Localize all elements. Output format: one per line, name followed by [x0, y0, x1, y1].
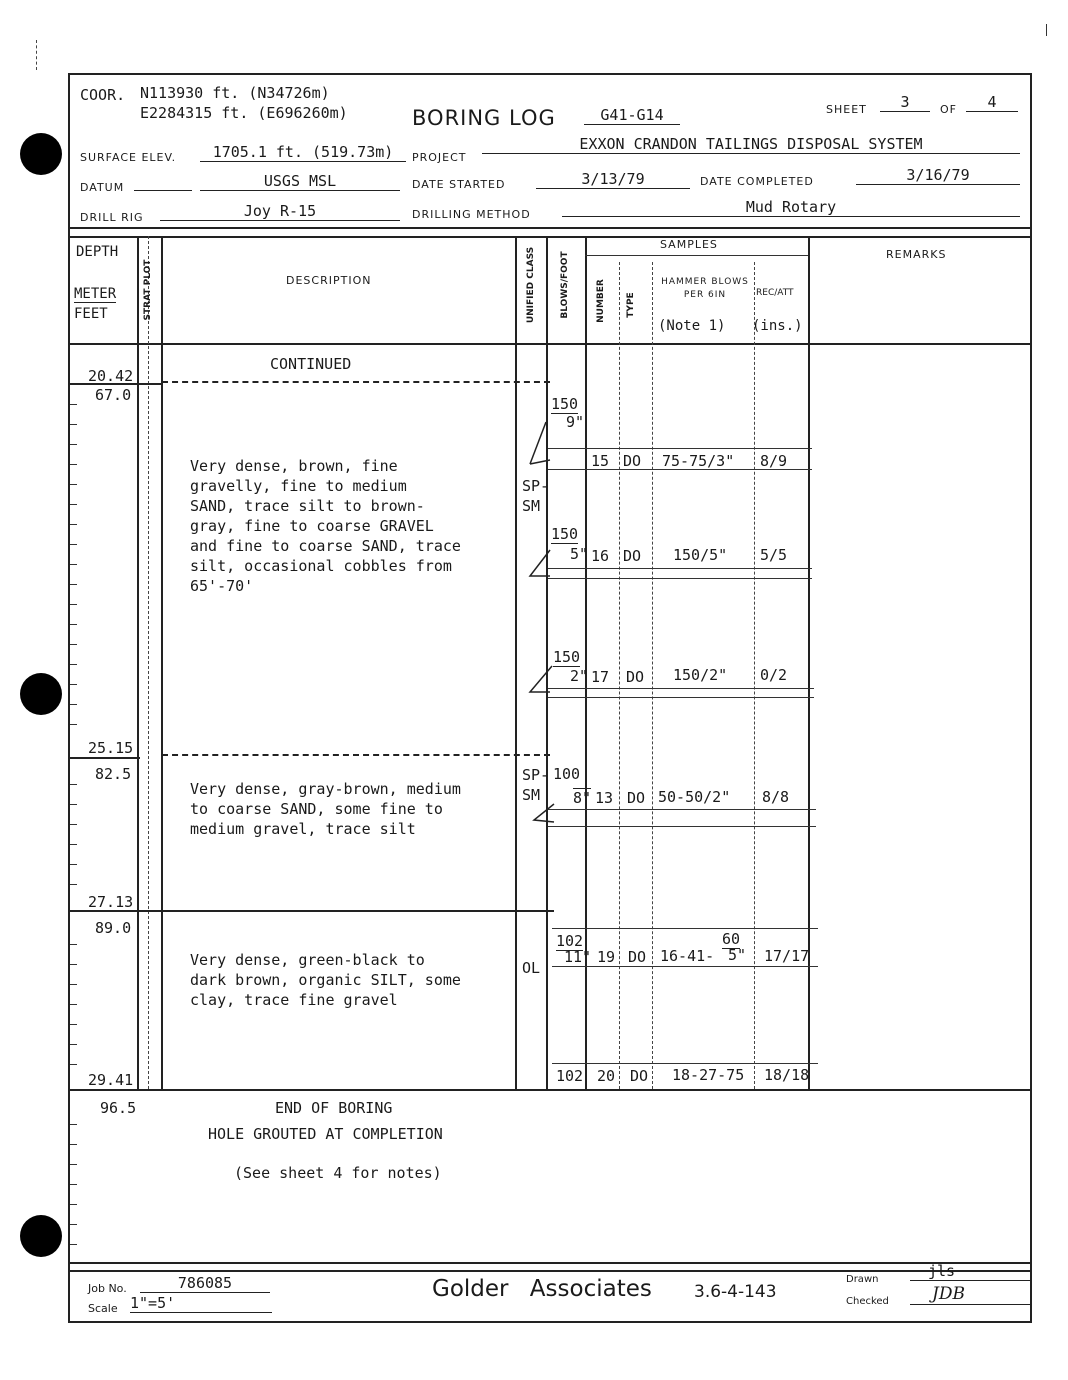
hammer-note-header: (Note 1)	[658, 318, 726, 334]
see-sheet-note: (See sheet 4 for notes)	[234, 1164, 442, 1182]
checked-label: Checked	[846, 1296, 889, 1307]
continued-label: CONTINUED	[270, 355, 352, 373]
sample-20-rec: 18/18	[764, 1066, 810, 1084]
drawn-label: Drawn	[846, 1274, 879, 1285]
sample-13-blows-bottom: 8"	[573, 789, 592, 807]
meter-header: METER	[74, 286, 117, 302]
blows-foot-header: BLOWS/FOOT	[560, 251, 570, 319]
job-no-label: Job No.	[88, 1282, 127, 1295]
rec-col-left	[754, 262, 755, 1089]
job-no-value: 786085	[140, 1274, 270, 1293]
coor-east: E2284315 ft. (E696260m)	[140, 104, 348, 122]
desc-col-left	[161, 236, 163, 1089]
remarks-header: REMARKS	[886, 248, 947, 261]
sampler-arrow-13	[528, 800, 558, 830]
scan-edge-mark	[36, 40, 37, 70]
depth-meter-2: 25.15	[88, 739, 134, 757]
header-divider	[68, 227, 1032, 229]
type-col-left	[619, 262, 620, 1089]
sample-15-rec: 8/9	[760, 452, 788, 470]
sheet-total: 4	[966, 93, 1018, 112]
coor-label: COOR.	[80, 86, 126, 104]
document-code: 3.6-4-143	[694, 1282, 777, 1302]
sample-20-hammer: 18-27-75	[672, 1066, 745, 1084]
sample-19-hammer-sup: 60	[722, 930, 741, 948]
sample-20-blows-top: 102	[556, 1067, 584, 1085]
strat-plot-header: STRAT PLOT	[143, 259, 153, 321]
project-value: EXXON CRANDON TAILINGS DISPOSAL SYSTEM	[482, 135, 1020, 154]
depth-feet-3: 89.0	[95, 919, 132, 937]
strat-col-left	[137, 236, 139, 1089]
sample-19-type: DO	[628, 948, 647, 966]
depth-meter-4: 29.41	[88, 1071, 134, 1089]
datum-label: DATUM	[80, 181, 125, 194]
sample-17-blows-bottom: 2"	[570, 667, 589, 685]
depth-header: DEPTH	[76, 244, 119, 260]
page-title: BORING LOG	[412, 106, 556, 130]
footer-divider	[68, 1262, 1032, 1264]
feet-header: FEET	[74, 306, 108, 322]
layer-3-description: Very dense, green-black to dark brown, organic SILT, some clay, trace fine gravel	[190, 951, 461, 1009]
rec-att-header: REC/ATT	[756, 288, 794, 298]
sample-16-rec: 5/5	[760, 546, 788, 564]
company-name: Golder Associates	[432, 1276, 652, 1302]
boring-id: G41-G14	[584, 106, 680, 125]
class-col-left	[515, 236, 517, 1089]
layer-2-class: SP- SM	[522, 766, 550, 804]
drilling-method-label: DRILLING METHOD	[412, 208, 531, 221]
hammer-blows-header: HAMMER BLOWS PER 6IN	[661, 277, 749, 300]
sample-15-type: DO	[623, 452, 642, 470]
coor-north: N113930 ft. (N34726m)	[140, 84, 330, 102]
layer-boundary-3	[70, 910, 554, 912]
sample-16-blows-top: 150	[551, 525, 579, 543]
strat-col-mid	[148, 236, 149, 1089]
drill-rig-label: DRILL RIG	[80, 211, 144, 224]
depth-feet-1: 67.0	[95, 386, 132, 404]
sample-20-number: 20	[597, 1067, 616, 1085]
sample-19-number: 19	[597, 948, 616, 966]
checked-value: JDB	[910, 1284, 1030, 1305]
date-started-label: DATE STARTED	[412, 178, 506, 191]
datum-value: USGS MSL	[200, 172, 400, 191]
sampler-arrows	[520, 420, 560, 720]
end-of-boring: END OF BORING	[275, 1099, 393, 1117]
sample-16-blows-bottom: 5"	[570, 545, 589, 563]
drilling-method-value: Mud Rotary	[562, 198, 1020, 217]
description-header: DESCRIPTION	[286, 274, 372, 287]
sample-13-blows-top: 100	[553, 765, 581, 783]
sample-13-number: 13	[595, 789, 614, 807]
type-header: TYPE	[626, 292, 636, 318]
binder-hole-bottom	[20, 1215, 62, 1257]
column-header-bottom	[68, 343, 1032, 345]
date-completed-label: DATE COMPLETED	[700, 175, 814, 188]
sample-17-rec: 0/2	[760, 666, 788, 684]
sample-16-type: DO	[623, 547, 642, 565]
sheet-label: SHEET	[826, 103, 867, 116]
sample-17-type: DO	[626, 668, 645, 686]
sample-15-blows-bottom: 9"	[566, 413, 585, 431]
sample-15-blows-top: 150	[551, 395, 579, 413]
sample-16-number: 16	[591, 547, 610, 565]
drawn-value: jls	[910, 1262, 1030, 1281]
date-started-value: 3/13/79	[536, 170, 690, 189]
surface-elev-label: SURFACE ELEV.	[80, 151, 177, 164]
sample-13-hammer: 50-50/2"	[658, 788, 731, 806]
sample-19-blows-bottom: 11"	[564, 948, 592, 966]
sample-19-hammer-sub: 5"	[728, 946, 747, 964]
layer-2-description: Very dense, gray-brown, medium to coarse SAND, some fine to medium gravel, trace silt	[190, 780, 461, 838]
hammer-col-left	[652, 262, 653, 1089]
sample-20-type: DO	[630, 1067, 649, 1085]
sample-13-rec: 8/8	[762, 788, 790, 806]
datum-blank	[134, 190, 192, 191]
layer-1-description: Very dense, brown, fine gravelly, fine to medium SAND, trace silt to brown- gray, fine to coarse GRAVEL and fine to coarse SAND, trace silt, occasional cobbles from 65'-70'	[190, 457, 461, 595]
scale-value: 1"=5'	[130, 1294, 272, 1313]
footer-divider-2	[68, 1270, 1032, 1272]
header-divider-2	[68, 236, 1032, 238]
binder-hole-middle	[20, 673, 62, 715]
sample-19-rec: 17/17	[764, 947, 810, 965]
sample-17-hammer: 150/2"	[673, 666, 728, 684]
sample-17-number: 17	[591, 668, 610, 686]
number-header: NUMBER	[596, 279, 606, 323]
hole-grouted: HOLE GROUTED AT COMPLETION	[208, 1125, 443, 1143]
depth-meter-1: 20.42	[88, 367, 134, 385]
binder-hole-top	[20, 133, 62, 175]
scale-label: Scale	[88, 1302, 118, 1315]
depth-feet-2: 82.5	[95, 765, 132, 783]
sample-17-blows-top: 150	[553, 648, 581, 666]
project-label: PROJECT	[412, 151, 467, 164]
sample-15-number: 15	[591, 452, 610, 470]
depth-meter-3: 27.13	[88, 893, 134, 911]
sample-15-hammer: 75-75/3"	[662, 452, 735, 470]
end-of-boring-line	[70, 1089, 1032, 1091]
sample-19-blows-top: 102	[556, 932, 584, 950]
sheet-number: 3	[880, 93, 930, 112]
layer-3-class: OL	[522, 959, 541, 977]
samples-header: SAMPLES	[660, 238, 718, 251]
date-completed-value: 3/16/79	[856, 166, 1020, 185]
scan-edge-mark-right	[1046, 24, 1047, 36]
samples-header-line	[585, 255, 808, 256]
depth-feet-4: 96.5	[100, 1099, 137, 1117]
layer-boundary-1	[162, 381, 550, 383]
layer-boundary-2	[162, 754, 550, 756]
unified-class-header: UNIFIED CLASS	[526, 246, 536, 324]
sample-19-hammer: 16-41-	[660, 947, 715, 965]
sample-13-type: DO	[627, 789, 646, 807]
layer-1-class: SP- SM	[522, 477, 550, 515]
rec-att-units: (ins.)	[752, 318, 803, 334]
drill-rig-value: Joy R-15	[160, 202, 400, 221]
of-label: OF	[940, 103, 957, 116]
sample-16-hammer: 150/5"	[673, 546, 728, 564]
surface-elev-value: 1705.1 ft. (519.73m)	[200, 143, 406, 162]
